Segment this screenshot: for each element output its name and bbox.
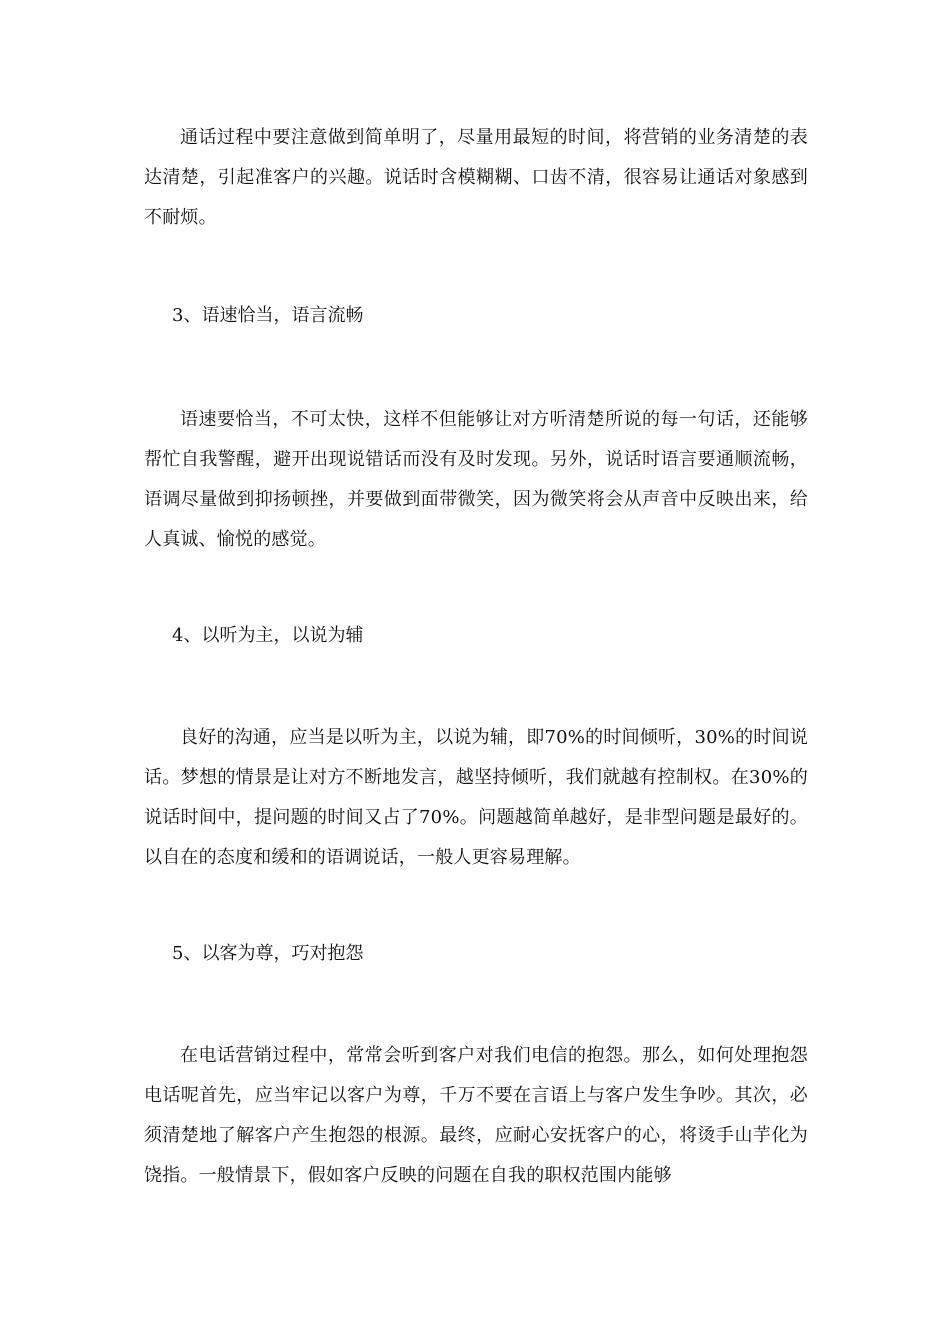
heading-speech-rate: 3、语速恰当，语言流畅 [172, 305, 364, 326]
heading-listen-first: 4、以听为主，以说为辅 [172, 625, 364, 646]
paragraph-call-clarity: 通话过程中要注意做到简单明了，尽量用最短的时间，将营销的业务清楚的表达清楚，引起准客户的兴趣。说话时含模糊糊、口齿不清，很容易让通话对象感到不耐烦。 [144, 127, 808, 228]
paragraph-customer-first: 在电话营销过程中，常常会听到客户对我们电信的抱怨。那么，如何处理抱怨电话呢首先，应当牢记以客户为尊，千万不要在言语上与客户发生争吵。其次，必须清楚地了解客户产生抱怨的根源。最终，应耐心安抚客户的心，将烫手山芋化为饶指。一般情景下，假如客户反映的问题在自我的职权范围内能够 [144, 1045, 808, 1186]
paragraph-speech-rate: 语速要恰当，不可太快，这样不但能够让对方听清楚所说的每一句话，还能够帮忙自我警醒，避开出现说错话而没有及时发现。另外，说话时语言要通顺流畅，语调尽量做到抑扬顿挫，并要做到面带微笑，因为微笑将会从声音中反映出来，给人真诚、愉悦的感觉。 [144, 409, 808, 550]
heading-customer-first: 5、以客为尊，巧对抱怨 [172, 943, 364, 964]
paragraph-listen-first: 良好的沟通，应当是以听为主，以说为辅，即70%的时间倾听，30%的时间说话。梦想的情景是让对方不断地发言，越坚持倾听，我们就越有控制权。在30%的说话时间中，提问题的时间又占了70%。问题越简单越好，是非型问题是最好的。以自在的态度和缓和的语调说话，一般人更容易理解。 [144, 727, 808, 868]
